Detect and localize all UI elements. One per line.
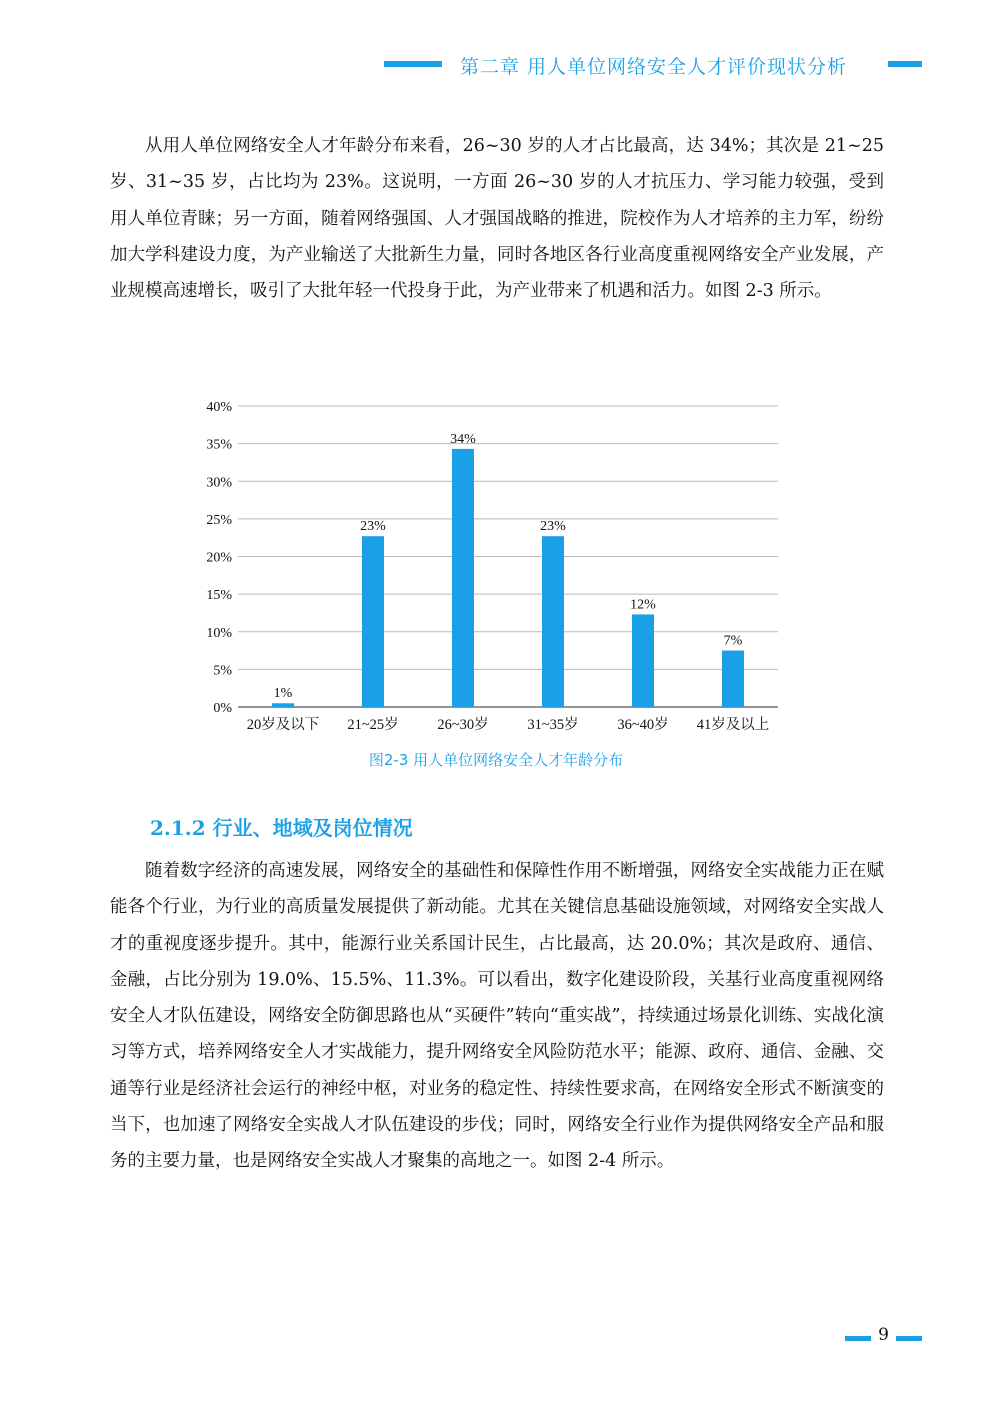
header-left-bar	[384, 61, 442, 67]
chart-bar	[722, 651, 744, 707]
y-tick-label: 10%	[206, 625, 232, 641]
y-tick-label: 35%	[206, 437, 232, 453]
chart-bars	[272, 449, 744, 707]
section-heading: 2.1.2 行业、地域及岗位情况	[150, 816, 413, 840]
header-right-bar	[888, 61, 922, 67]
data-label: 1%	[273, 686, 293, 702]
y-tick-label: 30%	[206, 475, 232, 491]
y-tick-label: 15%	[206, 588, 232, 604]
y-tick-label: 0%	[213, 701, 232, 716]
chart-bar	[632, 614, 654, 707]
chart-gridlines	[238, 406, 778, 707]
data-label: 23%	[540, 519, 566, 535]
y-tick-label: 40%	[206, 400, 232, 415]
data-label: 23%	[360, 519, 386, 535]
y-tick-label: 25%	[206, 512, 232, 528]
figure-caption: 图2-3 用人单位网络安全人才年龄分布	[368, 751, 624, 769]
x-tick-label: 31~35岁	[527, 717, 579, 733]
data-label: 12%	[630, 597, 656, 613]
footer-left-bar	[845, 1336, 871, 1341]
chart-x-tick-labels	[247, 716, 770, 733]
age-distribution-chart	[190, 388, 790, 748]
chart-bar	[362, 536, 384, 707]
x-tick-label: 20岁及以下	[246, 717, 320, 733]
x-tick-label: 41岁及以上	[696, 717, 770, 733]
x-tick-label: 26~30岁	[437, 717, 489, 733]
chart-bar	[452, 449, 474, 707]
page-number: 9	[878, 1325, 889, 1345]
body-paragraph-2: 随着数字经济的高速发展，网络安全的基础性和保障性作用不断增强，网络安全实战能力正在赋能各个行业，为行业的高质量发展提供了新动能。尤其在关键信息基础设施领域，对网络安全实战人才的重视度逐步提升。其中，能源行业关系国计民生，占比最高，达 20.0%；其次是政府、通信、金融，占比分别为 19.0%、15.5%、11.3%。可以看出，数字化建设阶段，关基行业高度重视网络安全人才队伍建设，网络安全防御思路也从“买硬件”转向“重实战”，持续通过场景化训练、实战化演习等方式，培养网络安全人才实战能力，提升网络安全风险防范水平；能源、政府、通信、金融、交通等行业是经济社会运行的神经中枢，对业务的稳定性、持续性要求高，在网络安全形式不断演变的当下，也加速了网络安全实战人才队伍建设的步伐；同时，网络安全行业作为提供网络安全产品和服务的主要力量，也是网络安全实战人才聚集的高地之一。如图 2-4 所示。	[110, 861, 884, 1172]
footer-right-bar	[896, 1336, 922, 1341]
body-paragraph-1: 从用人单位网络安全人才年龄分布来看，26~30 岁的人才占比最高，达 34%；其次是 21~25 岁、31~35 岁，占比均为 23%。这说明，一方面 26~30 岁的人才抗压力、学习能力较强，受到用人单位青睐；另一方面，随着网络强国、人才强国战略的推进，院校作为人才培养的主力军，纷纷加大学科建设力度，为产业输送了大批新生力量，同时各地区各行业高度重视网络安全产业发展，产业规模高速增长，吸引了大批年轻一代投身于此，为产业带来了机遇和活力。如图 2-3 所示。	[110, 136, 884, 302]
chapter-title: 第二章 用人单位网络安全人才评价现状分析	[460, 56, 848, 78]
x-tick-label: 21~25岁	[347, 717, 399, 733]
chart-bar	[542, 536, 564, 707]
data-label: 34%	[450, 431, 476, 447]
chart-y-tick-labels	[206, 400, 232, 716]
chart-data-labels	[274, 432, 743, 701]
y-tick-label: 5%	[213, 663, 232, 679]
x-tick-label: 36~40岁	[617, 717, 669, 733]
y-tick-label: 20%	[206, 550, 232, 566]
data-label: 7%	[723, 633, 743, 649]
chart-bar	[272, 703, 294, 707]
